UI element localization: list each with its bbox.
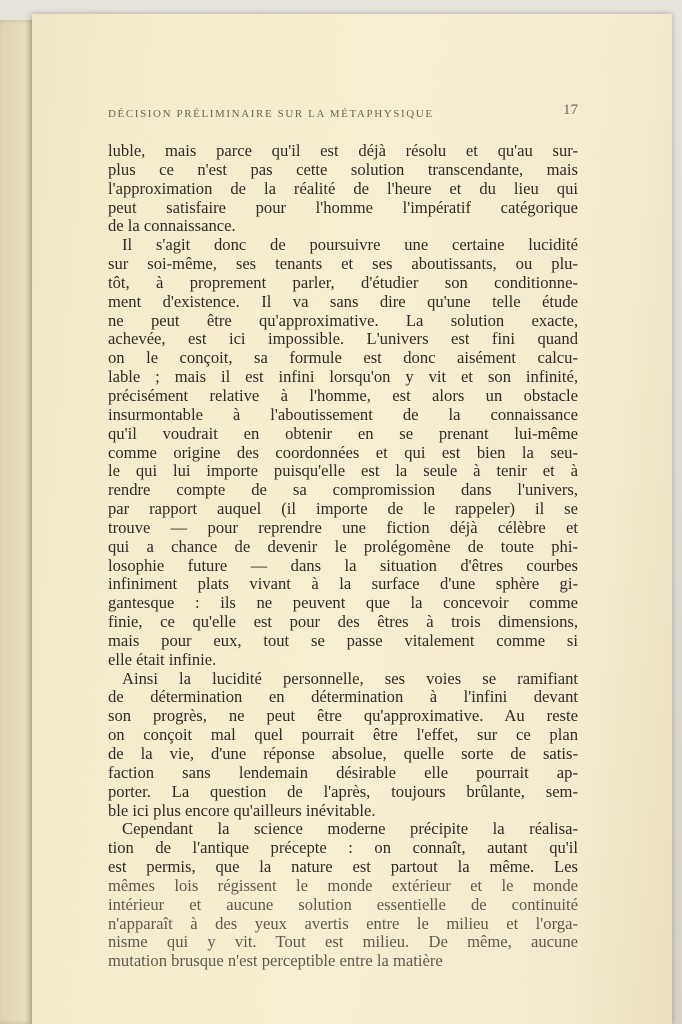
text-line: gantesque : ils ne peuvent que la concevoir comme [108,594,578,613]
paragraph [108,670,578,821]
text-line: sur soi-même, ses tenants et ses aboutissants, ou plu- [108,255,578,274]
text-line: on le conçoit, sa formule est donc aisément calcu- [108,349,578,368]
text-line: lable ; mais il est infini lorsqu'on y vit et son infinité, [108,368,578,387]
text-line: trouve — pour reprendre une fiction déjà célèbre et [108,518,578,537]
text-line: mutation brusque n'est perceptible entre la matière [108,952,443,971]
book-page [32,14,672,1024]
text-line: mais pour eux, tout se passe vitalement comme si [108,631,578,650]
text-line: intérieur et aucune solution essentielle de continuité [108,895,578,914]
text-line: rendre compte de sa compromission dans l'univers, [108,481,578,500]
paragraph [108,142,578,236]
text-line: tion de l'antique précepte : on connaît, autant qu'il [108,839,578,858]
text-line: tôt, à proprement parler, d'étudier son conditionne- [108,273,578,292]
text-line: insurmontable à l'aboutissement de la connaissance [108,405,578,424]
text-line: faction sans lendemain désirable elle pourrait ap- [108,763,578,782]
text-line: plus ce n'est pas cette solution transcendante, mais [108,160,578,179]
text-line: de détermination en détermination à l'infini devant [108,688,578,707]
text-line: précisément relative à l'homme, est alors un obstacle [108,386,578,405]
facing-page-edge [0,20,36,1024]
page-number: 17 [563,102,578,118]
text-line: Cependant la science moderne précipite la réalisa- [122,820,578,839]
paragraph [108,236,578,669]
text-line: infiniment plats vivant à la surface d'une sphère gi- [108,575,578,594]
text-line: de la connaissance. [108,217,236,236]
text-line: qu'il voudrait en obtenir en se prenant lui-même [108,424,578,443]
text-line: luble, mais parce qu'il est déjà résolu et qu'au sur- [108,142,578,160]
running-head [108,102,578,124]
text-line: achevée, est ici impossible. L'univers est fini quand [108,330,578,349]
text-line: porter. La question de l'après, toujours brûlante, sem- [108,782,578,801]
body-text [108,142,578,971]
text-line: qui a chance de devenir le prolégomène de toute phi- [108,537,578,556]
text-line: par rapport auquel (il importe de le rappeler) il se [108,500,578,519]
paragraph [108,820,578,971]
page-content [108,102,578,971]
text-line: peut satisfaire pour l'homme l'impératif catégorique [108,198,578,217]
text-line: est permis, que la nature est partout la même. Les [108,858,578,877]
text-line: ble ici plus encore qu'ailleurs inévitable. [108,801,376,820]
text-line: l'approximation de la réalité de l'heure et du lieu qui [108,179,578,198]
text-line: elle était infinie. [108,650,217,669]
text-line: comme origine des coordonnées et qui est bien la seu- [108,443,578,462]
text-line: de la vie, d'une réponse absolue, quelle sorte de satis- [108,745,578,763]
text-line: le qui lui importe puisqu'elle est la seule à tenir et à [108,462,578,481]
text-line: finie, ce qu'elle est pour des êtres à trois dimensions, [108,613,578,632]
text-line: son progrès, ne peut être qu'approximative. Au reste [108,707,578,726]
text-line: losophie future — dans la situation d'êtres courbes [108,556,578,575]
text-line: Il s'agit donc de poursuivre une certaine lucidité [122,236,578,255]
text-line: n'apparaît à des yeux avertis entre le milieu et l'orga- [108,914,578,933]
text-line: mêmes lois régissent le monde extérieur et le monde [108,876,578,895]
text-line: Ainsi la lucidité personnelle, ses voies se ramifiant [122,669,578,688]
text-line: on conçoit mal quel pourrait être l'effet, sur ce plan [108,726,578,745]
text-line: ment d'existence. Il va sans dire qu'une telle étude [108,292,578,311]
text-line: ne peut être qu'approximative. La solution exacte, [108,311,578,330]
text-line: nisme qui y vit. Tout est milieu. De même, aucune [108,933,578,952]
running-head-title: DÉCISION PRÉLIMINAIRE SUR LA MÉTAPHYSIQUE [108,108,434,120]
